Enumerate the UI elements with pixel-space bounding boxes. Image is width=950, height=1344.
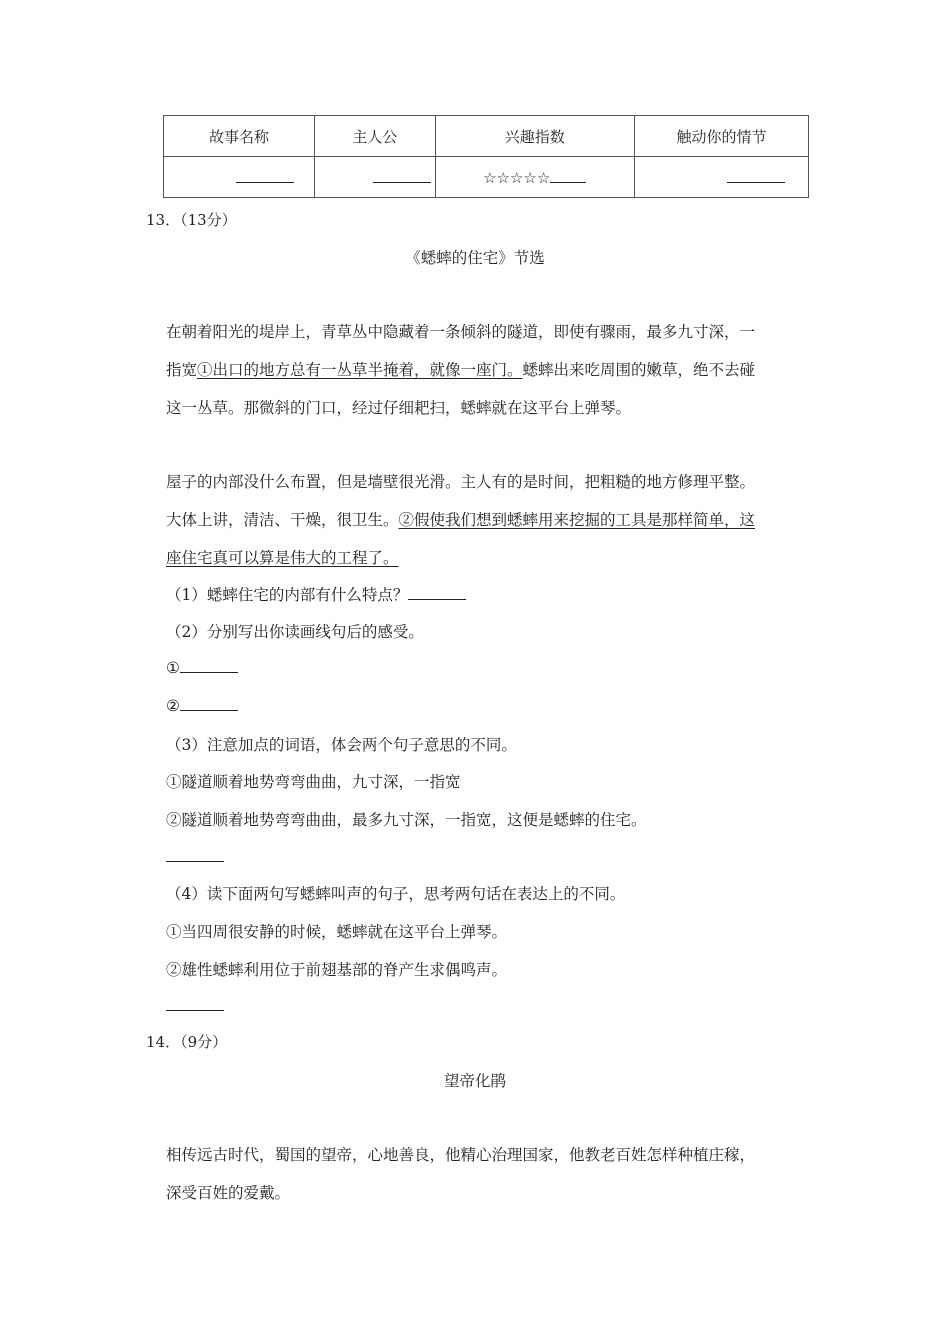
passage-14-p1-line1: 相传远古时代，蜀国的望帝，心地善良，他精心治理国家，他教老百姓怎样种植庄稼，	[166, 1146, 756, 1164]
underlined-sentence-2-cont: 座住宅真可以算是伟大的工程了。	[166, 549, 399, 567]
sub-question-4: （4）读下面两句写蟋蟀叫声的句子，思考两句话在表达上的不同。	[166, 885, 626, 903]
passage-14-p1-line2: 深受百姓的爱戴。	[166, 1184, 291, 1202]
cell-interest-index	[435, 157, 634, 198]
header-touching-plot: 触动你的情节	[634, 116, 808, 157]
sub-question-3: （3）注意加点的词语，体会两个句子意思的不同。	[166, 736, 517, 754]
answer-blank[interactable]	[727, 168, 785, 183]
cell-story-name	[164, 157, 315, 198]
sub-question-4-sentence-1: ①当四周很安静的时候，蟋蟀就在这平台上弹琴。	[166, 923, 508, 941]
answer-blank[interactable]	[408, 585, 466, 600]
table-answer-row	[164, 157, 809, 198]
answer-blank[interactable]	[236, 168, 294, 183]
passage-13-p1-line2: 指宽①出口的地方总有一丛草半掩着，就像一座门。蟋蟀出来吃周围的嫩草，绝不去碰	[166, 361, 756, 379]
table-header-row	[164, 116, 809, 157]
sub-question-2-answer-1: ①	[166, 658, 238, 677]
question-13-number: 13．（13分）	[146, 211, 237, 229]
sub-question-2-answer-2: ②	[166, 696, 238, 715]
passage-13-title: 《蟋蟀的住宅》节选	[405, 249, 545, 267]
header-story-name: 故事名称	[164, 116, 315, 157]
answer-blank[interactable]	[180, 696, 238, 711]
question-14-number: 14．（9分）	[146, 1033, 228, 1051]
passage-14-title: 望帝化鹃	[443, 1072, 506, 1090]
underlined-sentence-2: ②假使我们想到蟋蟀用来挖掘的工具是那样简单，这	[398, 511, 756, 529]
answer-blank[interactable]	[166, 846, 224, 862]
story-table	[163, 115, 809, 198]
passage-13-p2-line2: 大体上讲，清洁、干燥，很卫生。②假使我们想到蟋蟀用来挖掘的工具是那样简单，这	[166, 511, 756, 529]
passage-13-p2-line1: 屋子的内部没什么布置，但是墙壁很光滑。主人有的是时间，把粗糙的地方修理平整。	[166, 473, 756, 491]
sub-question-3-sentence-1: ①隧道顺着地势弯弯曲曲，九寸深，一指宽	[166, 773, 461, 791]
cell-protagonist	[315, 157, 435, 198]
answer-blank[interactable]	[166, 995, 224, 1011]
cell-touching-plot	[634, 157, 808, 198]
answer-blank[interactable]	[550, 168, 586, 183]
star-rating[interactable]: ☆☆☆☆☆	[483, 168, 551, 187]
sub-question-4-sentence-2: ②雄性蟋蟀利用位于前翅基部的脊产生求偶鸣声。	[166, 961, 508, 979]
sub-question-3-sentence-2: ②隧道顺着地势弯弯曲曲，最多九寸深，一指宽，这便是蟋蟀的住宅。	[166, 811, 647, 829]
sub-question-1: （1）蟋蟀住宅的内部有什么特点？	[166, 583, 466, 605]
answer-blank[interactable]	[373, 168, 431, 183]
sub-question-2: （2）分别写出你读画线句后的感受。	[166, 623, 424, 641]
passage-13-p2-line3	[166, 546, 399, 568]
header-protagonist: 主人公	[315, 116, 435, 157]
header-interest-index: 兴趣指数	[435, 116, 634, 157]
underlined-sentence-1: ①出口的地方总有一丛草半掩着，就像一座门。	[197, 361, 523, 379]
passage-13-p1-line3: 这一丛草。那微斜的门口，经过仔细耙扫，蟋蟀就在这平台上弹琴。	[166, 399, 632, 417]
answer-blank[interactable]	[180, 658, 238, 673]
passage-13-p1-line1: 在朝着阳光的堤岸上，青草丛中隐藏着一条倾斜的隧道，即使有骤雨，最多九寸深，一	[166, 323, 756, 341]
